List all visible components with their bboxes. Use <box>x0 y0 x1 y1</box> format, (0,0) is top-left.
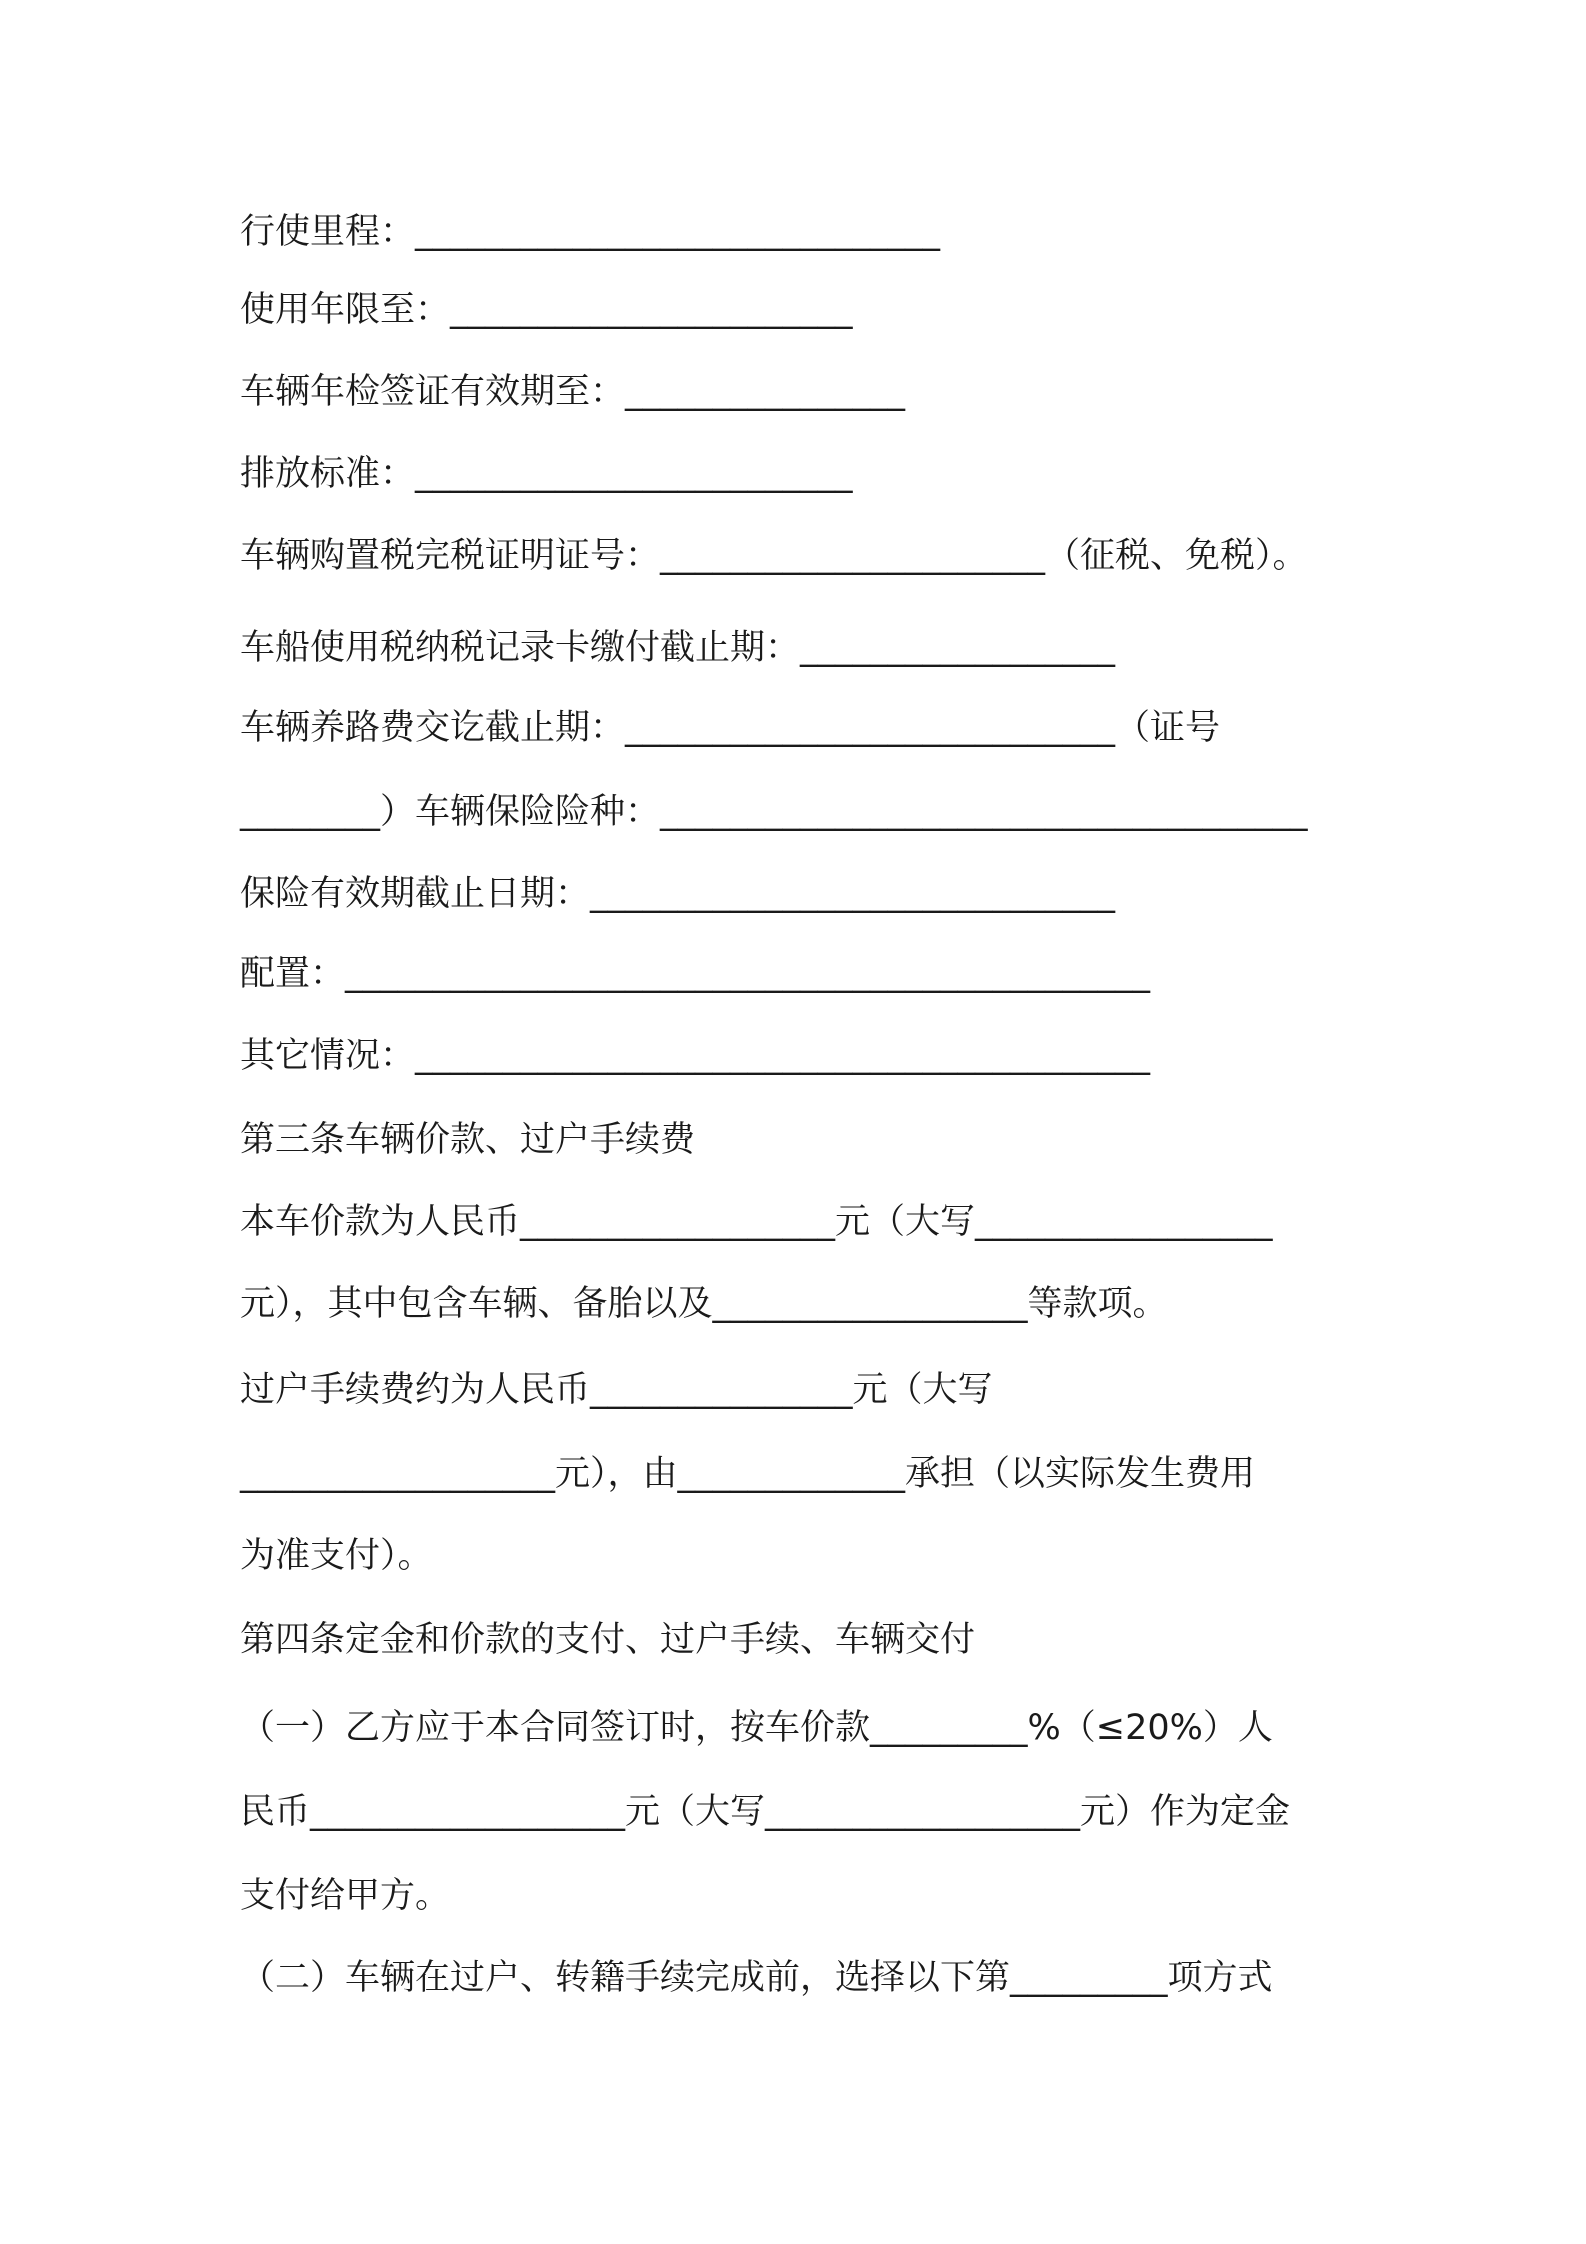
article-four-heading: 第四条定金和价款的支付、过户手续、车辆交付 <box>240 1620 976 1660</box>
deposit-clause-line-2: 民币__________________元（大写__________________元）作为定金 <box>240 1792 1291 1832</box>
mileage-line: 行使里程：______________________________ <box>240 212 941 252</box>
transfer-fee-basis-line: 为准支付）。 <box>240 1536 433 1576</box>
service-life-line: 使用年限至：_______________________ <box>240 290 853 330</box>
vehicle-price-line: 本车价款为人民币__________________元（大写_________________ <box>240 1202 1273 1242</box>
road-maintenance-fee-line: 车辆养路费交讫截止期：____________________________（证号 <box>240 708 1221 748</box>
transfer-fee-bearer-line: __________________元），由_____________承担（以实际发生费用 <box>240 1454 1256 1494</box>
vehicle-tax-deadline-line: 车船使用税纳税记录卡缴付截止期：__________________ <box>240 628 1116 668</box>
article-three-heading: 第三条车辆价款、过户手续费 <box>240 1120 696 1160</box>
transfer-fee-line: 过户手续费约为人民币_______________元（大写 <box>240 1370 993 1410</box>
annual-inspection-line: 车辆年检签证有效期至：________________ <box>240 372 906 412</box>
transfer-method-clause-line: （二）车辆在过户、转籍手续完成前，选择以下第_________项方式 <box>240 1958 1273 1998</box>
deposit-clause-line-1: （一）乙方应于本合同签订时，按车价款_________%（≤20%）人 <box>240 1708 1273 1748</box>
other-conditions-line: 其它情况：__________________________________________ <box>240 1036 1151 1076</box>
configuration-line: 配置：______________________________________________ <box>240 954 1151 994</box>
insurance-type-line: ________）车辆保险险种：_____________________________________ <box>240 792 1308 832</box>
purchase-tax-certificate-line: 车辆购置税完税证明证号：______________________（征税、免税）。 <box>240 536 1308 576</box>
insurance-expiry-line: 保险有效期截止日期：______________________________ <box>240 874 1116 914</box>
emission-standard-line: 排放标准：_________________________ <box>240 454 853 494</box>
deposit-clause-line-3: 支付给甲方。 <box>240 1876 451 1916</box>
vehicle-price-items-line: 元），其中包含车辆、备胎以及__________________等款项。 <box>240 1284 1168 1324</box>
